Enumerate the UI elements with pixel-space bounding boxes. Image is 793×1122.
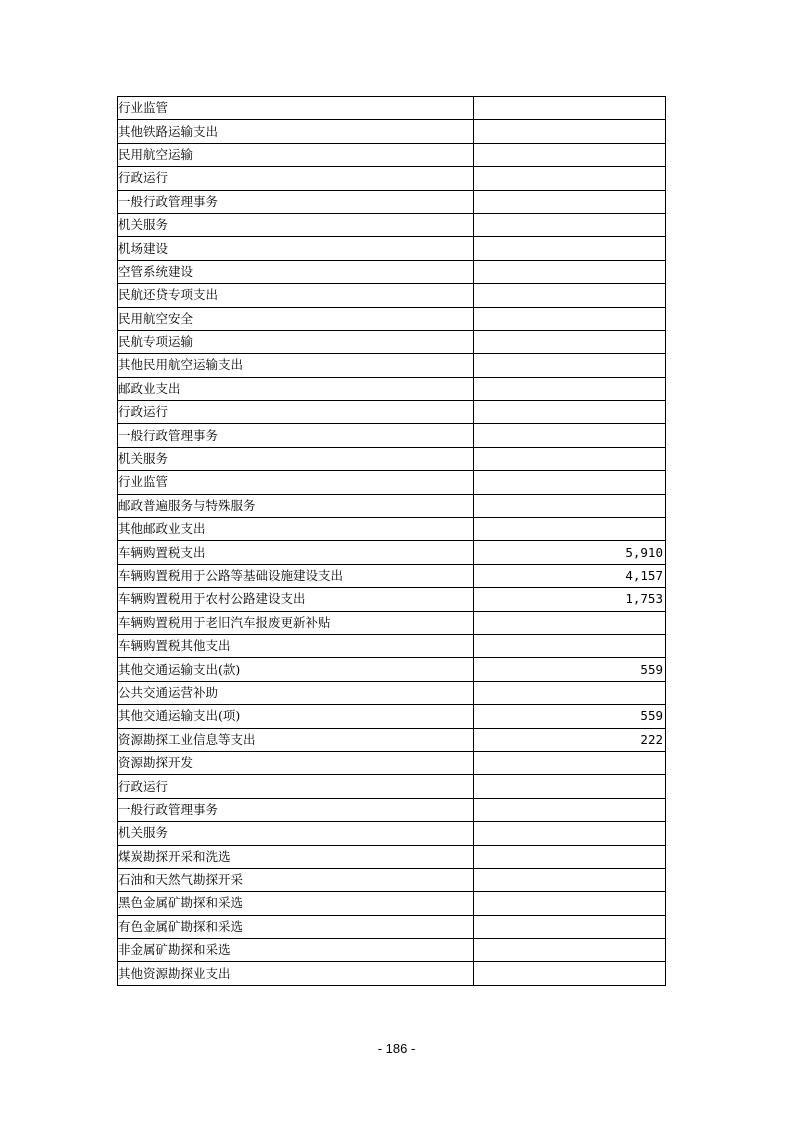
amount-cell — [474, 518, 666, 541]
amount-cell — [474, 401, 666, 424]
item-name-cell: 一般行政管理事务 — [118, 424, 474, 447]
amount-cell — [474, 424, 666, 447]
amount-cell: 559 — [474, 705, 666, 728]
table-row — [118, 307, 666, 330]
item-name-cell: 一般行政管理事务 — [118, 798, 474, 821]
table-row — [118, 190, 666, 213]
table-row — [118, 751, 666, 774]
table-row — [118, 892, 666, 915]
amount-cell — [474, 611, 666, 634]
table-row — [118, 518, 666, 541]
budget-expenditure-table — [117, 96, 666, 986]
amount-cell — [474, 751, 666, 774]
table-row — [118, 915, 666, 938]
table-row — [118, 424, 666, 447]
item-name-cell: 煤炭勘探开采和洗选 — [118, 845, 474, 868]
item-name-cell: 邮政业支出 — [118, 377, 474, 400]
amount-cell — [474, 330, 666, 353]
table-row — [118, 845, 666, 868]
item-name-cell: 其他交通运输支出(款) — [118, 658, 474, 681]
table-row — [118, 728, 666, 751]
table-row — [118, 939, 666, 962]
amount-cell: 1,753 — [474, 588, 666, 611]
table-row — [118, 962, 666, 985]
table-row — [118, 143, 666, 166]
item-name-cell: 车辆购置税用于老旧汽车报废更新补贴 — [118, 611, 474, 634]
item-name-cell: 有色金属矿勘探和采选 — [118, 915, 474, 938]
amount-cell — [474, 213, 666, 236]
table-row — [118, 284, 666, 307]
item-name-cell: 邮政普遍服务与特殊服务 — [118, 494, 474, 517]
amount-cell — [474, 634, 666, 657]
amount-cell — [474, 97, 666, 120]
amount-cell — [474, 915, 666, 938]
item-name-cell: 车辆购置税其他支出 — [118, 634, 474, 657]
table-row — [118, 167, 666, 190]
item-name-cell: 其他交通运输支出(项) — [118, 705, 474, 728]
item-name-cell: 民用航空运输 — [118, 143, 474, 166]
table-row — [118, 401, 666, 424]
item-name-cell: 车辆购置税用于公路等基础设施建设支出 — [118, 564, 474, 587]
item-name-cell: 机场建设 — [118, 237, 474, 260]
table-row — [118, 260, 666, 283]
item-name-cell: 公共交通运营补助 — [118, 681, 474, 704]
amount-cell — [474, 868, 666, 891]
table-row — [118, 658, 666, 681]
table-row — [118, 237, 666, 260]
amount-cell — [474, 354, 666, 377]
amount-cell — [474, 892, 666, 915]
item-name-cell: 资源勘探工业信息等支出 — [118, 728, 474, 751]
table-row — [118, 494, 666, 517]
table-row — [118, 541, 666, 564]
table-row — [118, 868, 666, 891]
table-row — [118, 564, 666, 587]
table-row — [118, 588, 666, 611]
item-name-cell: 空管系统建设 — [118, 260, 474, 283]
table-row — [118, 447, 666, 470]
item-name-cell: 行业监管 — [118, 471, 474, 494]
amount-cell — [474, 260, 666, 283]
amount-cell: 559 — [474, 658, 666, 681]
amount-cell — [474, 494, 666, 517]
amount-cell — [474, 447, 666, 470]
item-name-cell: 车辆购置税支出 — [118, 541, 474, 564]
amount-cell — [474, 845, 666, 868]
item-name-cell: 其他资源勘探业支出 — [118, 962, 474, 985]
amount-cell: 5,910 — [474, 541, 666, 564]
item-name-cell: 行政运行 — [118, 167, 474, 190]
table-row — [118, 705, 666, 728]
item-name-cell: 行业监管 — [118, 97, 474, 120]
table-row — [118, 611, 666, 634]
item-name-cell: 民航还贷专项支出 — [118, 284, 474, 307]
table-row — [118, 120, 666, 143]
amount-cell — [474, 143, 666, 166]
item-name-cell: 民用航空安全 — [118, 307, 474, 330]
item-name-cell: 车辆购置税用于农村公路建设支出 — [118, 588, 474, 611]
amount-cell — [474, 120, 666, 143]
amount-cell — [474, 681, 666, 704]
item-name-cell: 行政运行 — [118, 401, 474, 424]
amount-cell — [474, 284, 666, 307]
amount-cell — [474, 822, 666, 845]
table-row — [118, 377, 666, 400]
amount-cell — [474, 190, 666, 213]
item-name-cell: 行政运行 — [118, 775, 474, 798]
amount-cell — [474, 167, 666, 190]
item-name-cell: 其他民用航空运输支出 — [118, 354, 474, 377]
table-row — [118, 354, 666, 377]
item-name-cell: 其他铁路运输支出 — [118, 120, 474, 143]
table-row — [118, 798, 666, 821]
amount-cell — [474, 471, 666, 494]
item-name-cell: 民航专项运输 — [118, 330, 474, 353]
amount-cell — [474, 307, 666, 330]
table-row — [118, 822, 666, 845]
amount-cell — [474, 798, 666, 821]
amount-cell: 4,157 — [474, 564, 666, 587]
page-number: - 186 - — [377, 1041, 416, 1056]
table-row — [118, 775, 666, 798]
item-name-cell: 机关服务 — [118, 447, 474, 470]
table-row — [118, 471, 666, 494]
table-body — [118, 97, 666, 986]
amount-cell — [474, 775, 666, 798]
item-name-cell: 其他邮政业支出 — [118, 518, 474, 541]
amount-cell — [474, 962, 666, 985]
amount-cell — [474, 237, 666, 260]
item-name-cell: 黑色金属矿勘探和采选 — [118, 892, 474, 915]
item-name-cell: 非金属矿勘探和采选 — [118, 939, 474, 962]
item-name-cell: 机关服务 — [118, 213, 474, 236]
table-row — [118, 634, 666, 657]
table-row — [118, 330, 666, 353]
amount-cell — [474, 939, 666, 962]
table-row — [118, 97, 666, 120]
item-name-cell: 机关服务 — [118, 822, 474, 845]
amount-cell: 222 — [474, 728, 666, 751]
item-name-cell: 石油和天然气勘探开采 — [118, 868, 474, 891]
amount-cell — [474, 377, 666, 400]
table-row — [118, 681, 666, 704]
table-row — [118, 213, 666, 236]
item-name-cell: 一般行政管理事务 — [118, 190, 474, 213]
item-name-cell: 资源勘探开发 — [118, 751, 474, 774]
